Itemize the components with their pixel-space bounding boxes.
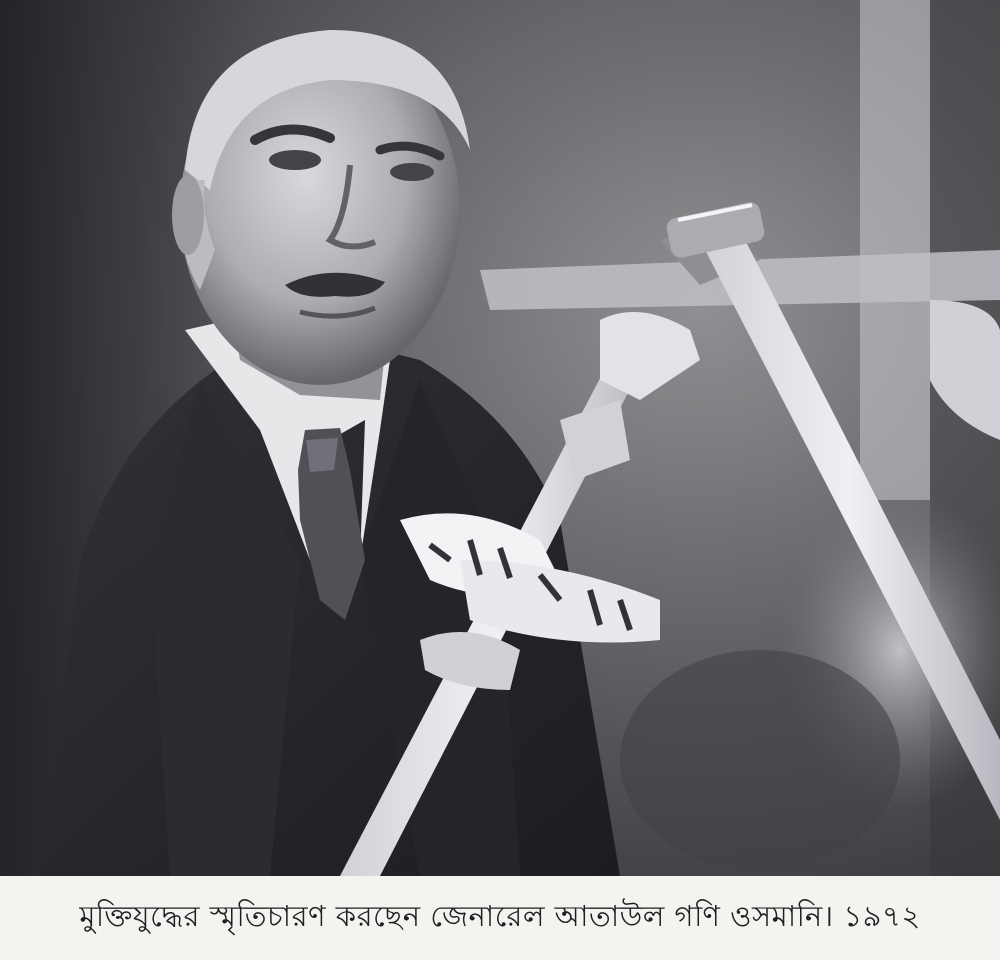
photo-caption: মুক্তিযুদ্ধের স্মৃতিচারণ করছেন জেনারেল আতাউল গণি ওসমানি। ১৯৭২ [79, 898, 921, 933]
